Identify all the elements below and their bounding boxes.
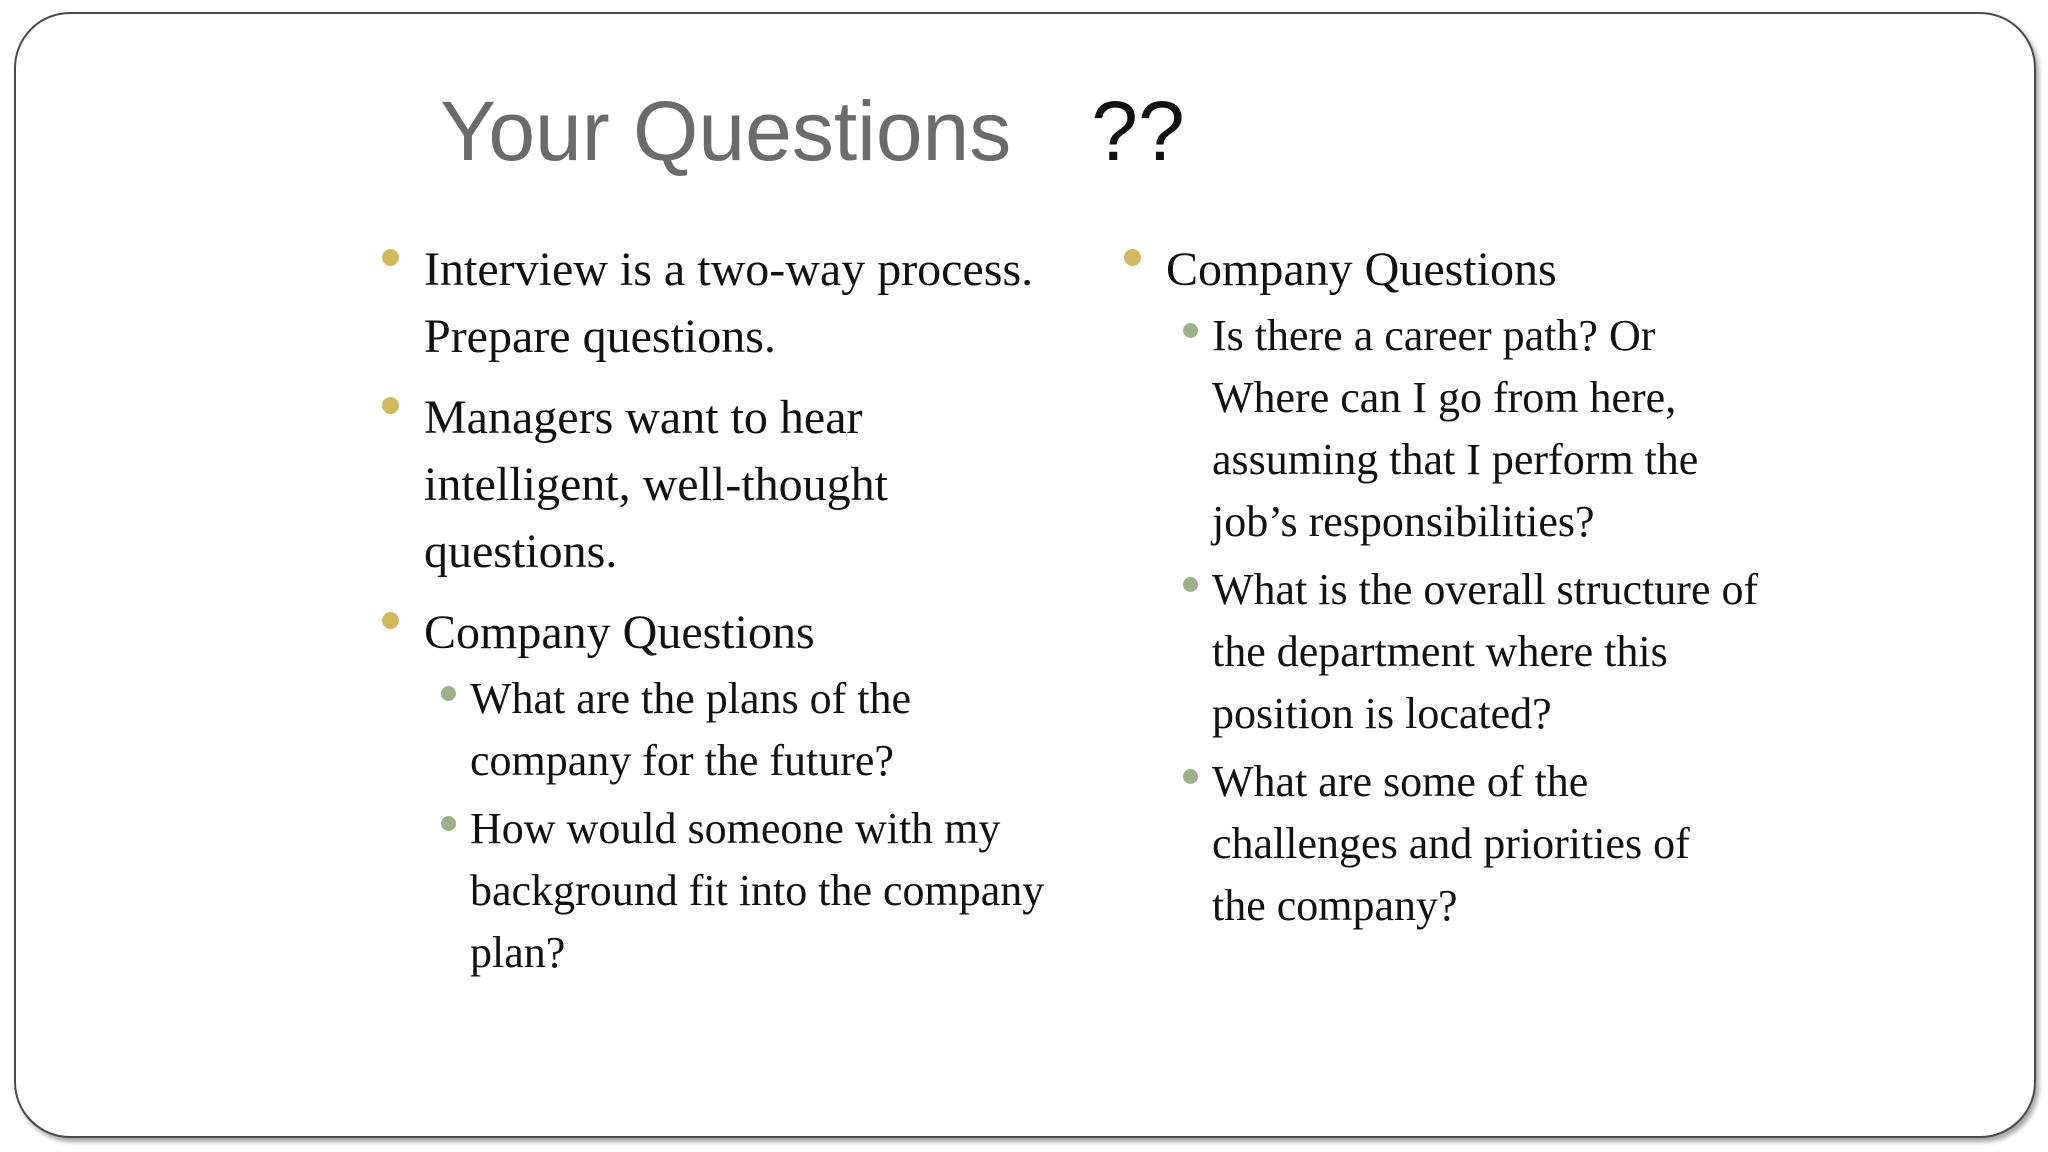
title-question-marks: ??	[1091, 84, 1185, 178]
sub-list-item	[1212, 751, 1752, 937]
sub-list-item	[1212, 559, 1782, 745]
list-item-text: Company Questions	[1166, 243, 1557, 296]
list-item	[382, 236, 1044, 370]
sub-list-item	[470, 798, 1060, 984]
sub-bullet-icon	[441, 686, 456, 701]
sub-bullet-list	[470, 668, 1082, 984]
sub-list-item-text: What are some of the challenges and priorities of the company?	[1212, 757, 1690, 930]
bullet-icon	[382, 397, 399, 414]
bullet-icon	[382, 249, 399, 266]
sub-list-item-text: What is the overall structure of the department where this position is located?	[1212, 565, 1759, 738]
sub-bullet-icon	[1183, 577, 1198, 592]
left-column	[382, 236, 1082, 998]
bullet-icon	[382, 612, 399, 629]
sub-list-item-text: Is there a career path? Or Where can I go from here, assuming that I perform the job’s responsibilities?	[1212, 311, 1699, 546]
slide-title	[440, 76, 1185, 186]
sub-bullet-icon	[441, 816, 456, 831]
left-bullet-list	[382, 236, 1082, 984]
sub-list-item	[1212, 305, 1772, 553]
sub-list-item-text: How would someone with my background fit into the company plan?	[470, 804, 1045, 977]
sub-bullet-icon	[1183, 769, 1198, 784]
bullet-icon	[1124, 249, 1141, 266]
list-item-text: Interview is a two-way process. Prepare questions.	[424, 243, 1034, 363]
sub-bullet-icon	[1183, 323, 1198, 338]
sub-bullet-list	[1212, 305, 1804, 937]
title-text: Your Questions	[440, 84, 1012, 178]
list-item	[1124, 236, 1804, 937]
list-item	[382, 384, 984, 585]
sub-list-item-text: What are the plans of the company for the future?	[470, 674, 912, 785]
list-item-text: Company Questions	[424, 606, 815, 659]
list-item-text: Managers want to hear intelligent, well-thought questions.	[424, 391, 888, 578]
slide-frame	[14, 12, 2036, 1138]
sub-list-item	[470, 668, 990, 792]
right-column	[1124, 236, 1804, 951]
list-item	[382, 599, 1082, 984]
right-bullet-list	[1124, 236, 1804, 937]
